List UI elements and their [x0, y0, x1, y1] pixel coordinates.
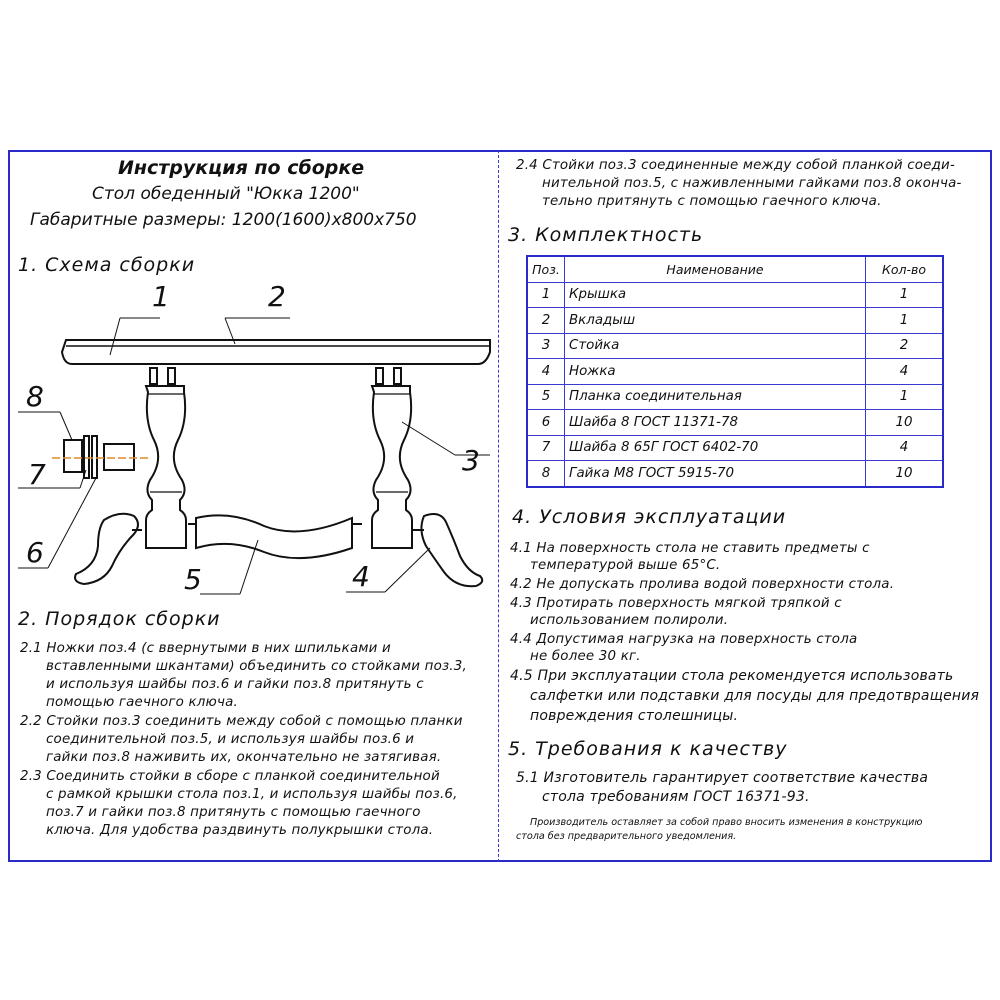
table-row: [527, 333, 943, 359]
cond-4-4-line2: не более 30 кг.: [530, 649, 641, 664]
lock-washer-part: [84, 436, 89, 478]
footnote-line2: стола без предварительного уведомления.: [516, 831, 737, 842]
row-name: Гайка М8 ГОСТ 5915-70: [565, 461, 866, 487]
callout-1: 1: [152, 280, 170, 313]
footnote-line1: Производитель оставляет за собой право вносить изменения в конструкцию: [530, 817, 923, 828]
cond-4-2: 4.2 Не допускать пролива водой поверхности стола.: [510, 577, 895, 592]
step-2-3-line2: с рамкой крышки стола поз.1, и используя шайбы поз.6,: [46, 787, 458, 802]
tabletop-part: [62, 340, 490, 364]
col-pos-header: Поз.: [527, 256, 565, 282]
components-table: [526, 255, 944, 488]
step-2-2-line1: 2.2 Стойки поз.3 соединить между собой с помощью планки: [20, 714, 463, 729]
section4-heading: 4. Условия эксплуатации: [512, 506, 787, 528]
row-name: Планка соединительная: [565, 384, 866, 410]
callout-6: 6: [26, 536, 44, 569]
table-row: [527, 282, 943, 308]
row-pos: 8: [527, 461, 565, 487]
quality-5-1-line2: стола требованиям ГОСТ 16371-93.: [542, 789, 810, 805]
table-row: [527, 359, 943, 385]
callout-5: 5: [184, 563, 202, 596]
row-pos: 7: [527, 435, 565, 461]
step-2-1-line1: 2.1 Ножки поз.4 (с ввернутыми в них шпильками и: [20, 641, 391, 656]
row-name: Ножка: [565, 359, 866, 385]
row-pos: 3: [527, 333, 565, 359]
cond-4-1-line2: температурой выше 65°С.: [530, 558, 721, 573]
row-name: Вкладыш: [565, 308, 866, 334]
step-2-3-line1: 2.3 Соединить стойки в сборе с планкой соединительной: [20, 769, 440, 784]
step-2-3-line4: ключа. Для удобства раздвинуть полукрышки стола.: [46, 823, 434, 838]
right-pillar-part: [372, 368, 412, 548]
right-leg-part: [421, 514, 482, 586]
doc-subtitle: Стол обеденный "Юкка 1200": [92, 184, 360, 204]
table-row: [527, 410, 943, 436]
cond-4-3-line2: использованием полироли.: [530, 613, 729, 628]
row-name: Шайба 8 ГОСТ 11371-78: [565, 410, 866, 436]
col-name-header: Наименование: [565, 256, 866, 282]
callout-3: 3: [462, 444, 480, 477]
doc-title: Инструкция по сборке: [118, 157, 365, 179]
step-2-4-line3: тельно притянуть с помощью гаечного ключа.: [542, 194, 882, 209]
doc-dimensions: Габаритные размеры: 1200(1600)x800x750: [30, 210, 417, 230]
cond-4-5-line2: салфетки или подставки для посуды для предотвращения: [530, 688, 980, 704]
callout-2: 2: [268, 280, 286, 313]
cond-4-5-line3: повреждения столешницы.: [530, 708, 739, 724]
step-2-2-line3: гайки поз.8 наживить их, окончательно не затягивая.: [46, 750, 442, 765]
row-qty: 4: [866, 359, 944, 385]
table-row: [527, 461, 943, 487]
stud-block-part: [104, 444, 134, 470]
quality-5-1-line1: 5.1 Изготовитель гарантирует соответствие качества: [516, 770, 929, 786]
row-qty: 10: [866, 461, 944, 487]
section1-heading: 1. Схема сборки: [18, 254, 196, 276]
row-pos: 6: [527, 410, 565, 436]
step-2-3-line3: поз.7 и гайки поз.8 притянуть с помощью гаечного: [46, 805, 421, 820]
connecting-bar-part: [188, 515, 362, 558]
section2-heading: 2. Порядок сборки: [18, 608, 221, 630]
step-2-4-line2: нительной поз.5, с наживленными гайками поз.8 оконча-: [542, 176, 962, 191]
step-2-1-line4: помощью гаечного ключа.: [46, 695, 238, 710]
callout-4: 4: [352, 560, 370, 593]
table-header-row: [527, 256, 943, 282]
row-qty: 2: [866, 333, 944, 359]
col-qty-header: Кол-во: [866, 256, 944, 282]
row-qty: 4: [866, 435, 944, 461]
callout-7: 7: [28, 458, 46, 491]
row-name: Стойка: [565, 333, 866, 359]
cond-4-5-line1: 4.5 При эксплуатации стола рекомендуется использовать: [510, 668, 954, 684]
cond-4-4-line1: 4.4 Допустимая нагрузка на поверхность стола: [510, 632, 858, 647]
section3-heading: 3. Комплектность: [508, 224, 704, 246]
row-name: Крышка: [565, 282, 866, 308]
cond-4-3-line1: 4.3 Протирать поверхность мягкой тряпкой с: [510, 596, 842, 611]
row-pos: 5: [527, 384, 565, 410]
washer-part: [92, 436, 97, 478]
step-2-2-line2: соединительной поз.5, и используя шайбы поз.6 и: [46, 732, 415, 747]
row-pos: 4: [527, 359, 565, 385]
nut-part: [64, 440, 82, 472]
row-name: Шайба 8 65Г ГОСТ 6402-70: [565, 435, 866, 461]
callout-8: 8: [26, 380, 44, 413]
step-2-1-line2: вставленными шкантами) объединить со стойками поз.3,: [46, 659, 467, 674]
step-2-1-line3: и используя шайбы поз.6 и гайки поз.8 притянуть с: [46, 677, 424, 692]
step-2-4-line1: 2.4 Стойки поз.3 соединенные между собой планкой соеди-: [516, 158, 955, 173]
row-qty: 1: [866, 384, 944, 410]
table-row: [527, 435, 943, 461]
row-qty: 10: [866, 410, 944, 436]
row-qty: 1: [866, 308, 944, 334]
cond-4-1-line1: 4.1 На поверхность стола не ставить предметы с: [510, 541, 870, 556]
left-pillar-part: [146, 368, 186, 548]
left-leg-part: [75, 514, 138, 584]
section5-heading: 5. Требования к качеству: [508, 738, 788, 760]
table-row: [527, 384, 943, 410]
row-pos: 2: [527, 308, 565, 334]
row-qty: 1: [866, 282, 944, 308]
row-pos: 1: [527, 282, 565, 308]
table-row: [527, 308, 943, 334]
